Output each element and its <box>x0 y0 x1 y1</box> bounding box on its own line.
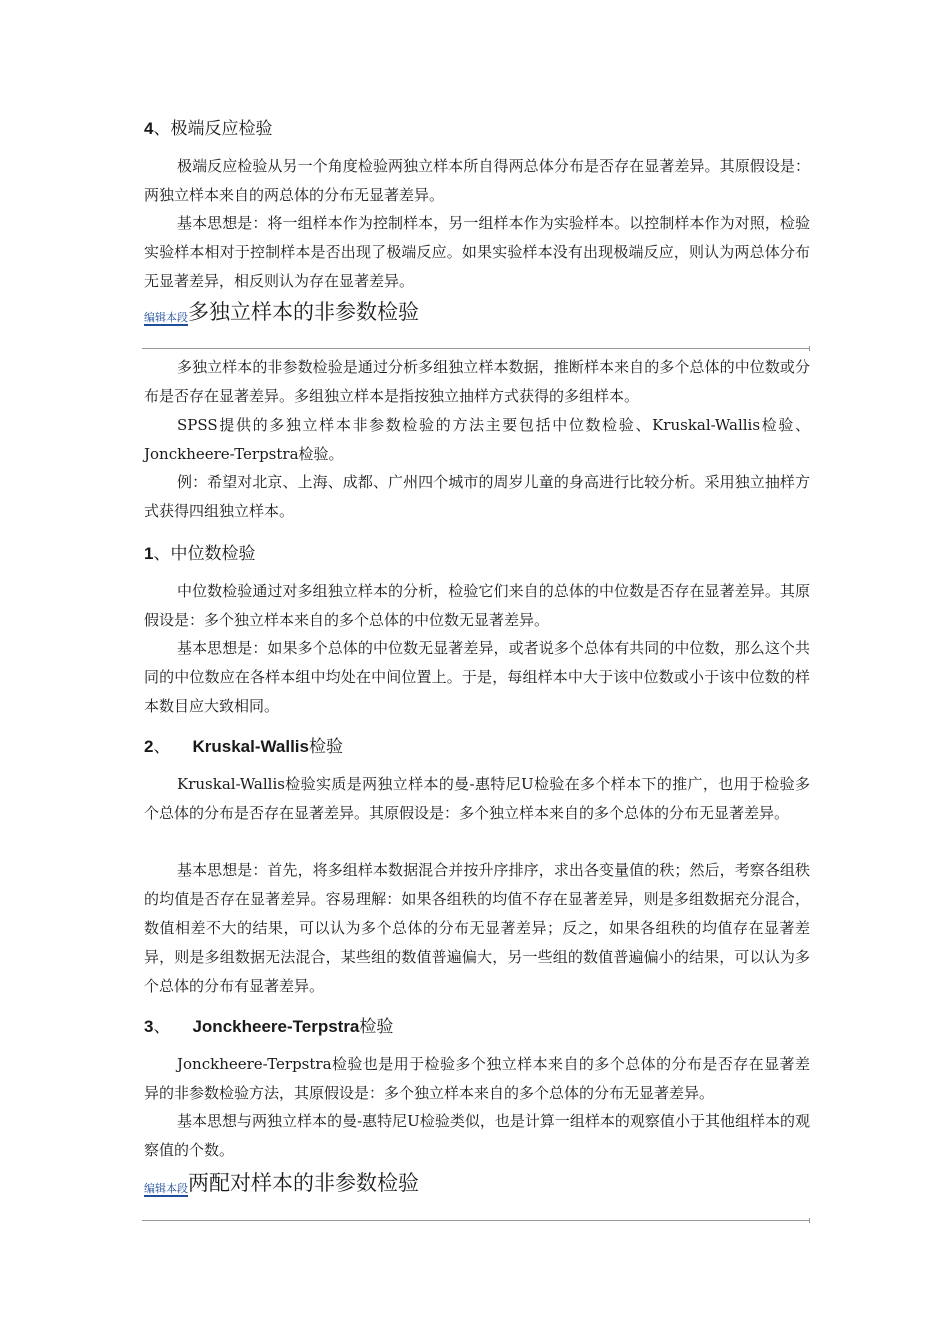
heading-jonckheere-terpstra: 3、 Jonckheere-Terpstra检验 <box>144 1017 394 1037</box>
section-divider <box>142 1220 810 1221</box>
paragraph: 基本思想与两独立样本的曼-惠特尼U检验类似，也是计算一组样本的观察值小于其他组样本的观察值的个数。 <box>144 1112 810 1159</box>
paragraph: Kruskal-Wallis检验实质是两独立样本的曼-惠特尼U检验在多个样本下的推广，也用于检验多个总体的分布是否存在显著差异。其原假设是：多个独立样本来自的多个总体的分布无显著差异。 <box>144 775 810 822</box>
paragraph: 极端反应检验从另一个角度检验两独立样本所自得两总体分布是否存在显著差异。其原假设是：两独立样本来自的两总体的分布无显著差异。 <box>144 157 810 204</box>
heading-kruskal-wallis: 2、 Kruskal-Wallis检验 <box>144 737 343 757</box>
section-divider <box>142 348 810 349</box>
section-title: 两配对样本的非参数检验 <box>188 1171 419 1195</box>
paragraph: 中位数检验通过对多组独立样本的分析，检验它们来自的总体的中位数是否存在显著差异。其原假设是：多个独立样本来自的多个总体的中位数无显著差异。 <box>144 582 810 629</box>
paragraph: SPSS提供的多独立样本非参数检验的方法主要包括中位数检验、Kruskal-Wallis检验、Jonckheere-Terpstra检验。 <box>144 416 810 463</box>
paragraph: 多独立样本的非参数检验是通过分析多组独立样本数据，推断样本来自的多个总体的中位数或分布是否存在显著差异。多组独立样本是指按独立抽样方式获得的多组样本。 <box>144 358 810 405</box>
section-heading-two-paired <box>144 1169 419 1197</box>
paragraph: 基本思想是：如果多个总体的中位数无显著差异，或者说多个总体有共同的中位数，那么这个共同的中位数应在各样本组中均处在中间位置上。于是，每组样本中大于该中位数或小于该中位数的样本数目应大致相同。 <box>144 639 810 715</box>
section-heading-multi-independent <box>144 298 419 326</box>
paragraph: 基本思想是：将一组样本作为控制样本，另一组样本作为实验样本。以控制样本作为对照，检验实验样本相对于控制样本是否出现了极端反应。如果实验样本没有出现极端反应，则认为两总体分布无显著差异，相反则认为存在显著差异。 <box>144 214 810 290</box>
heading-extreme-reaction-test: 4、极端反应检验 <box>144 119 273 139</box>
paragraph: 基本思想是：首先，将多组样本数据混合并按升序排序，求出各变量值的秩；然后，考察各组秩的均值是否存在显著差异。容易理解：如果各组秩的均值不存在显著差异，则是多组数据充分混合，数值相差不大的结果，可以认为多个总体的分布无显著差异；反之，如果各组秩的均值存在显著差异，则是多组数据无法混合，某些组的数值普遍偏大，另一些组的数值普遍偏小的结果，可以认为多个总体的分布有显著差异。 <box>144 861 810 995</box>
edit-section-link[interactable]: 编辑本段 <box>144 311 188 324</box>
paragraph: 例：希望对北京、上海、成都、广州四个城市的周岁儿童的身高进行比较分析。采用独立抽样方式获得四组独立样本。 <box>144 473 810 520</box>
heading-median-test: 1、中位数检验 <box>144 544 256 564</box>
section-title: 多独立样本的非参数检验 <box>188 300 419 324</box>
paragraph: Jonckheere-Terpstra检验也是用于检验多个独立样本来自的多个总体的分布是否存在显著差异的非参数检验方法，其原假设是：多个独立样本来自的多个总体的分布无显著差异。 <box>144 1055 810 1102</box>
edit-section-link[interactable]: 编辑本段 <box>144 1182 188 1195</box>
